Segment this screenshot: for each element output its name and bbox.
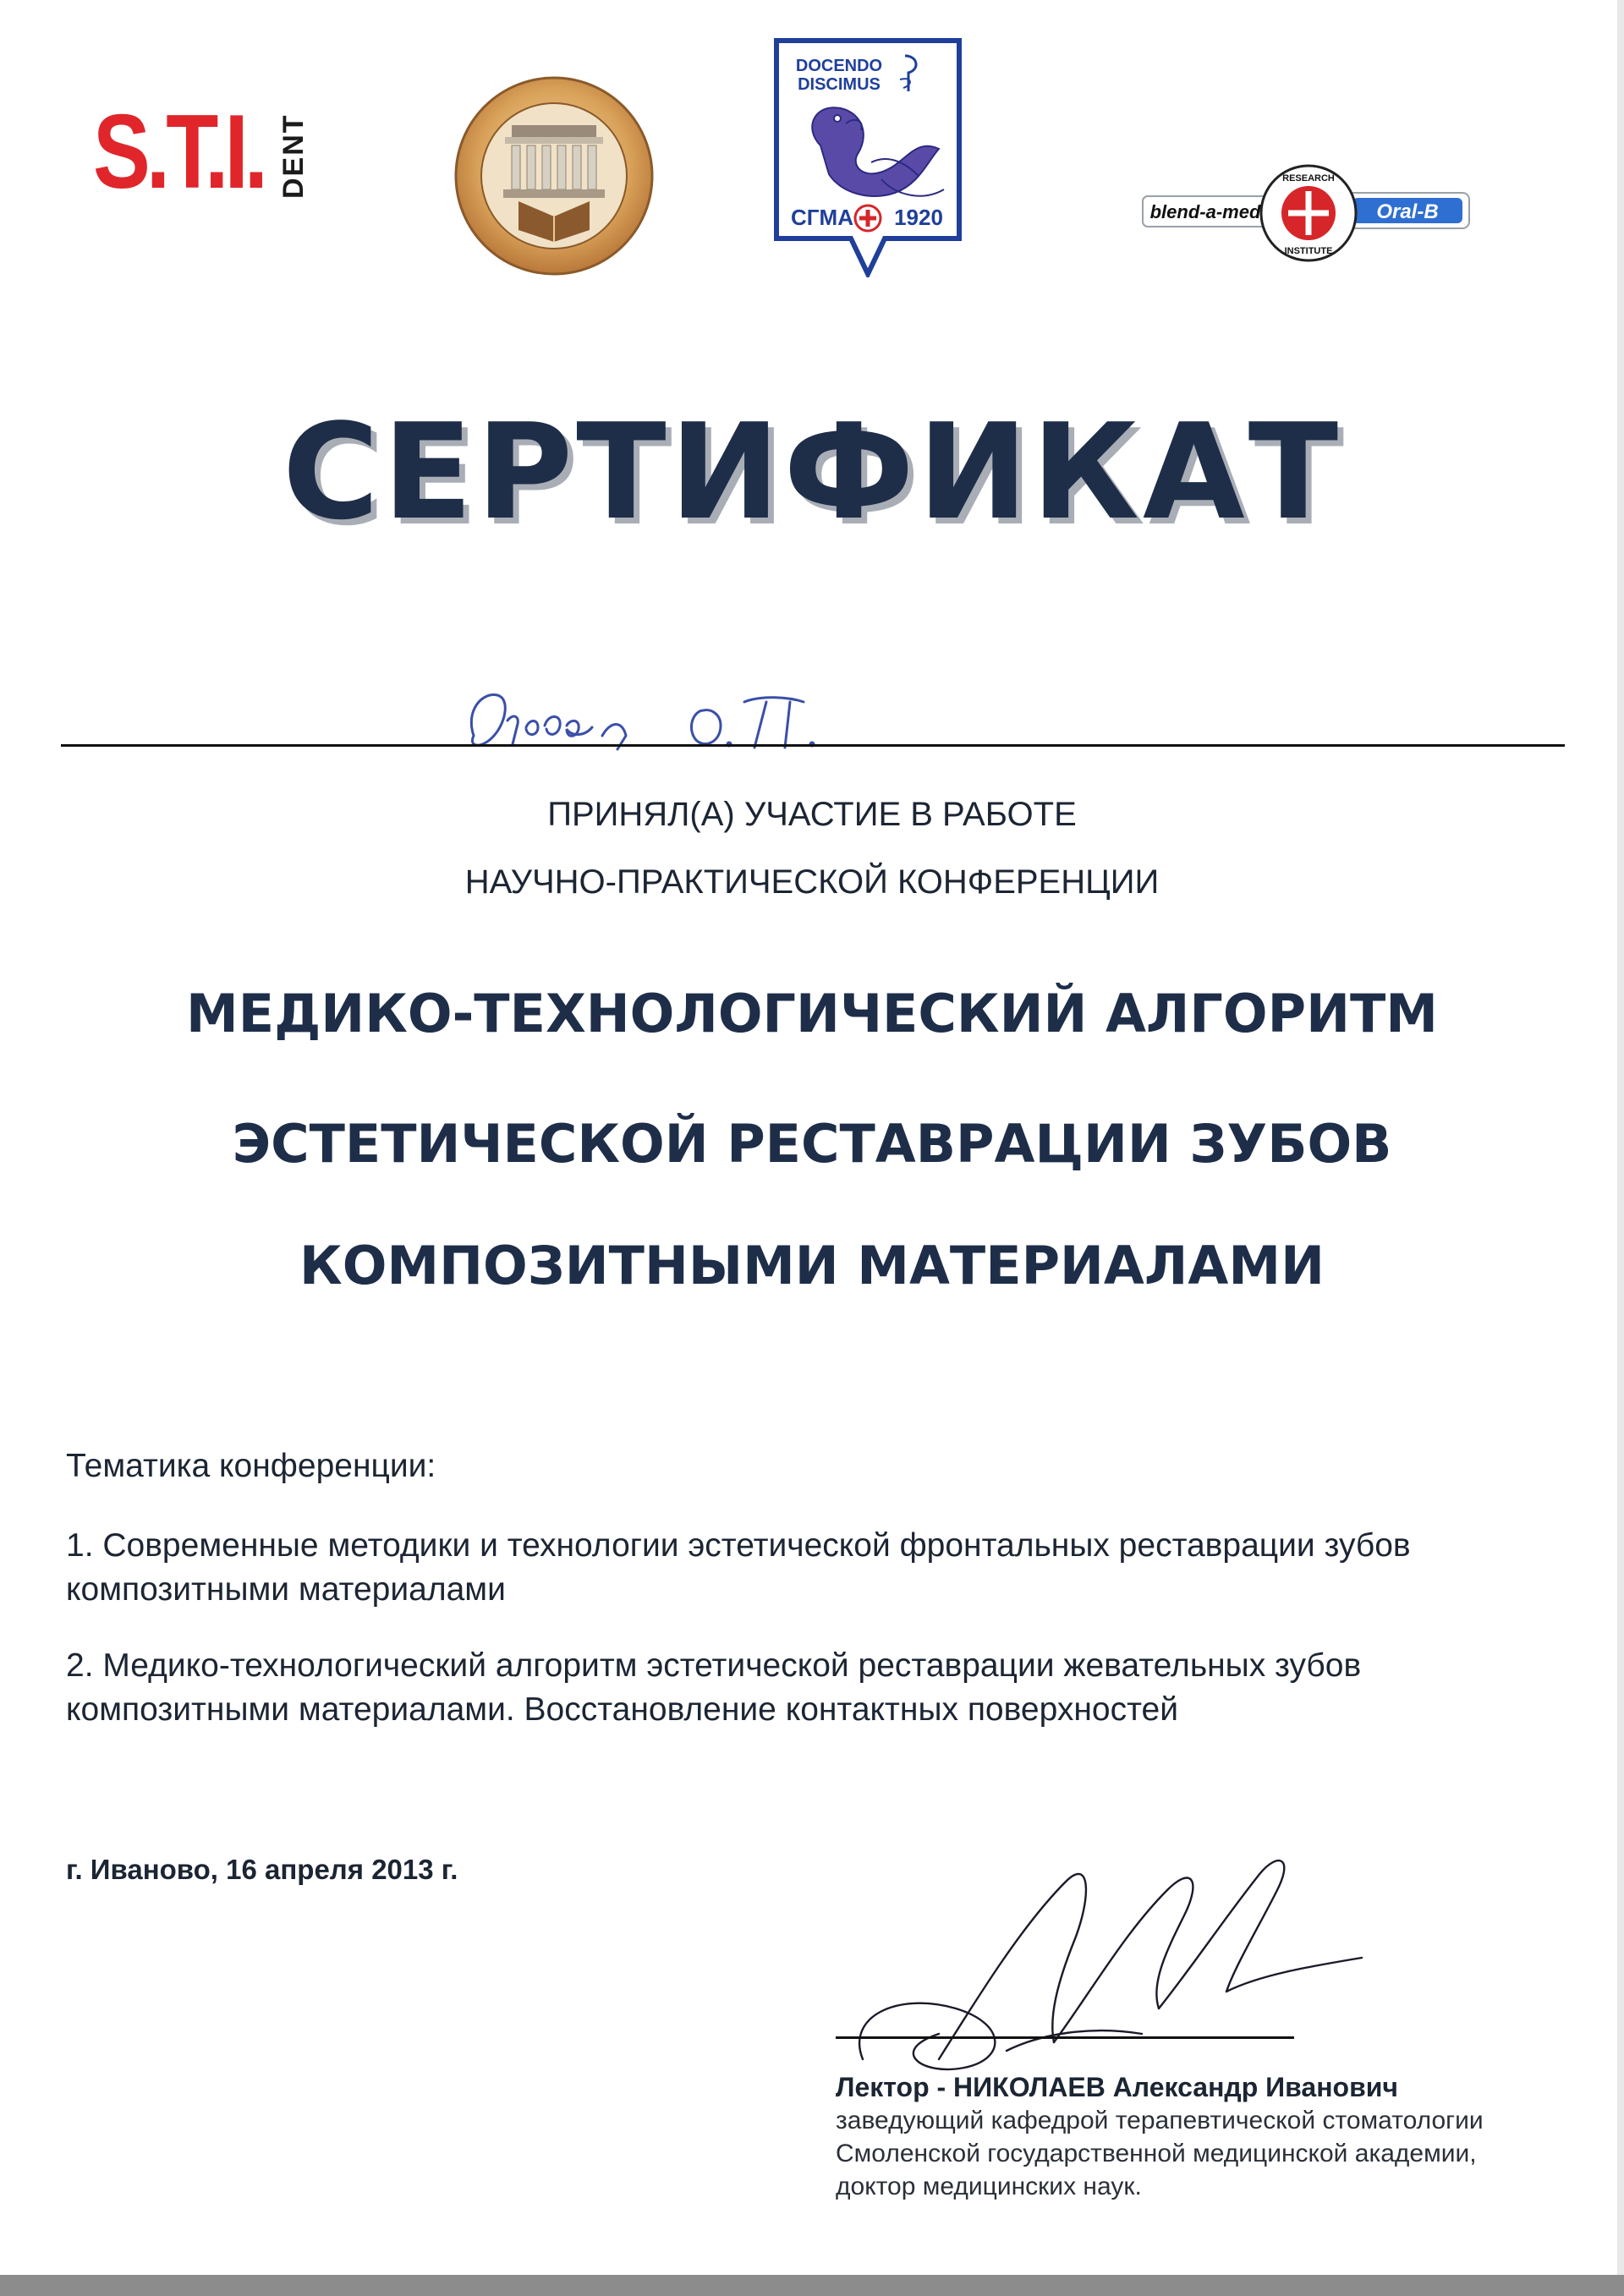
conference-title-line-2: ЭСТЕТИЧЕСКОЙ РЕСТАВРАЦИИ ЗУБОВ xyxy=(232,1113,1392,1175)
topic-item-1: 1. Современные методики и технологии эстетической фронтальных реставрации зубов композитными материалами xyxy=(66,1527,1411,1608)
sti-logo-text: S.T.I. xyxy=(93,94,265,211)
sgma-shield-icon xyxy=(770,36,966,277)
lecturer-position-line-1: заведующий кафедрой терапевтической стоматологии xyxy=(836,2107,1484,2134)
sti-dent-logo xyxy=(93,85,313,220)
participation-line-2: НАУЧНО-ПРАКТИЧЕСКОЙ КОНФЕРЕНЦИИ xyxy=(464,863,1160,901)
academy-seal-icon xyxy=(453,74,656,277)
research-institute-icon xyxy=(1138,162,1476,272)
sgma-motto-line2: DISCIMUS xyxy=(798,75,881,94)
lecturer-name: Лектор - НИКОЛАЕВ Александр Иванович xyxy=(836,2072,1398,2102)
lecturer-position-line-2: Смоленской государственной медицинской академии, xyxy=(836,2140,1477,2167)
topic-item-2: 2. Медико-технологический алгоритм эстетической реставрации жевательных зубов композитными материалами. Восстановление контактных поверхностей xyxy=(66,1647,1362,1728)
participant-name-handwriting xyxy=(457,677,897,761)
research-institute-logo xyxy=(1138,162,1476,272)
research-ring-bottom: INSTITUTE xyxy=(1284,246,1333,256)
academy-seal-logo xyxy=(453,74,656,277)
certificate-title: СЕРТИФИКАТ xyxy=(282,395,1342,549)
blend-a-med-brand: blend-a-med xyxy=(1149,201,1261,222)
topics-heading: Тематика конференции: xyxy=(66,1448,436,1484)
signature-line xyxy=(836,2036,1294,2039)
lecturer-position-line-3: доктор медицинских наук. xyxy=(836,2173,1142,2200)
conference-title-line-1: МЕДИКО-ТЕХНОЛОГИЧЕСКИЙ АЛГОРИТМ xyxy=(186,983,1438,1044)
sgma-motto-line1: DOCENDO xyxy=(795,57,883,75)
page-edge-bottom xyxy=(0,2275,1624,2296)
sti-logo-subtext: DENT xyxy=(277,113,310,200)
participation-line-1: ПРИНЯЛ(А) УЧАСТИЕ В РАБОТЕ xyxy=(547,796,1077,833)
sgma-emblem-logo xyxy=(770,36,966,277)
oral-b-brand: Oral-B xyxy=(1376,200,1439,223)
conference-title-line-3: КОМПОЗИТНЫМИ МАТЕРИАЛАМИ xyxy=(299,1235,1325,1296)
place-and-date: г. Иваново, 16 апреля 2013 г. xyxy=(66,1854,458,1885)
lecturer-signature xyxy=(837,1806,1387,2110)
sgma-abbr: СГМА xyxy=(791,205,853,230)
research-ring-top: RESEARCH xyxy=(1282,173,1335,184)
page-edge-right xyxy=(1617,0,1624,2296)
participant-name-underline xyxy=(61,744,1565,747)
sgma-year: 1920 xyxy=(894,205,943,230)
